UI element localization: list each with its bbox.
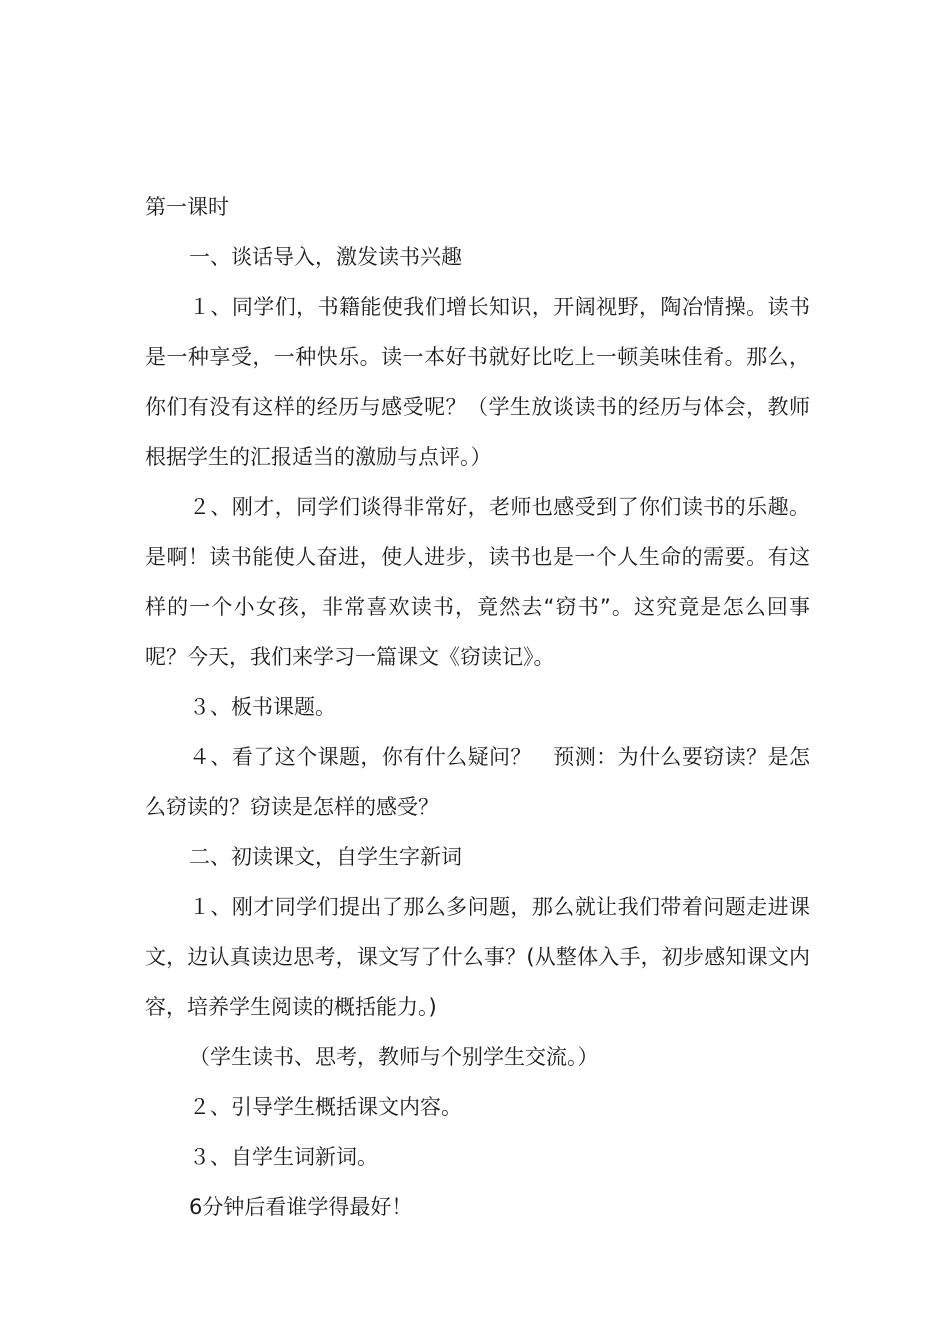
paragraph: 6分钟后看谁学得最好！: [189, 1195, 413, 1219]
paragraph: ４、看了这个课题，你有什么疑问？ 预测：为什么要窃读？是怎么窃读的？窃读是怎样的感受？: [145, 745, 810, 819]
paragraph: ２、刚才，同学们谈得非常好，老师也感受到了你们读书的乐趣。是啊！读书能使人奋进，使人进步，读书也是一个人生命的需要。有这样的一个小女孩，非常喜欢读书，竟然去“窃书”。这究竟是怎么回事呢？今天，我们来学习一篇课文《窃读记》。: [145, 495, 810, 669]
paragraph: １、刚才同学们提出了那么多问题，那么就让我们带着问题走进课文，边认真读边思考，课文写了什么事？(从整体入手，初步感知课文内容，培养学生阅读的概括能力。): [145, 895, 810, 1019]
paragraph: １、同学们，书籍能使我们增长知识，开阔视野，陶冶情操。读书是一种享受，一种快乐。读一本好书就好比吃上一顿美味佳肴。那么，你们有没有这样的经历与感受呢？（学生放谈读书的经历与体会，教师根据学生的汇报适当的激励与点评。）: [145, 295, 810, 469]
paragraph: ２、引导学生概括课文内容。: [189, 1095, 462, 1119]
section-heading-2: 二、初读课文，自学生字新词: [189, 845, 462, 869]
section-heading-1: 一、谈话导入，激发读书兴趣: [189, 245, 462, 269]
paragraph: （学生读书、思考，教师与个别学生交流。）: [189, 1045, 599, 1069]
paragraph: ３、自学生词新词。: [189, 1145, 378, 1169]
paragraph: ３、板书课题。: [189, 695, 336, 719]
document-body: [145, 182, 810, 1232]
session-title: 第一课时: [145, 195, 229, 219]
